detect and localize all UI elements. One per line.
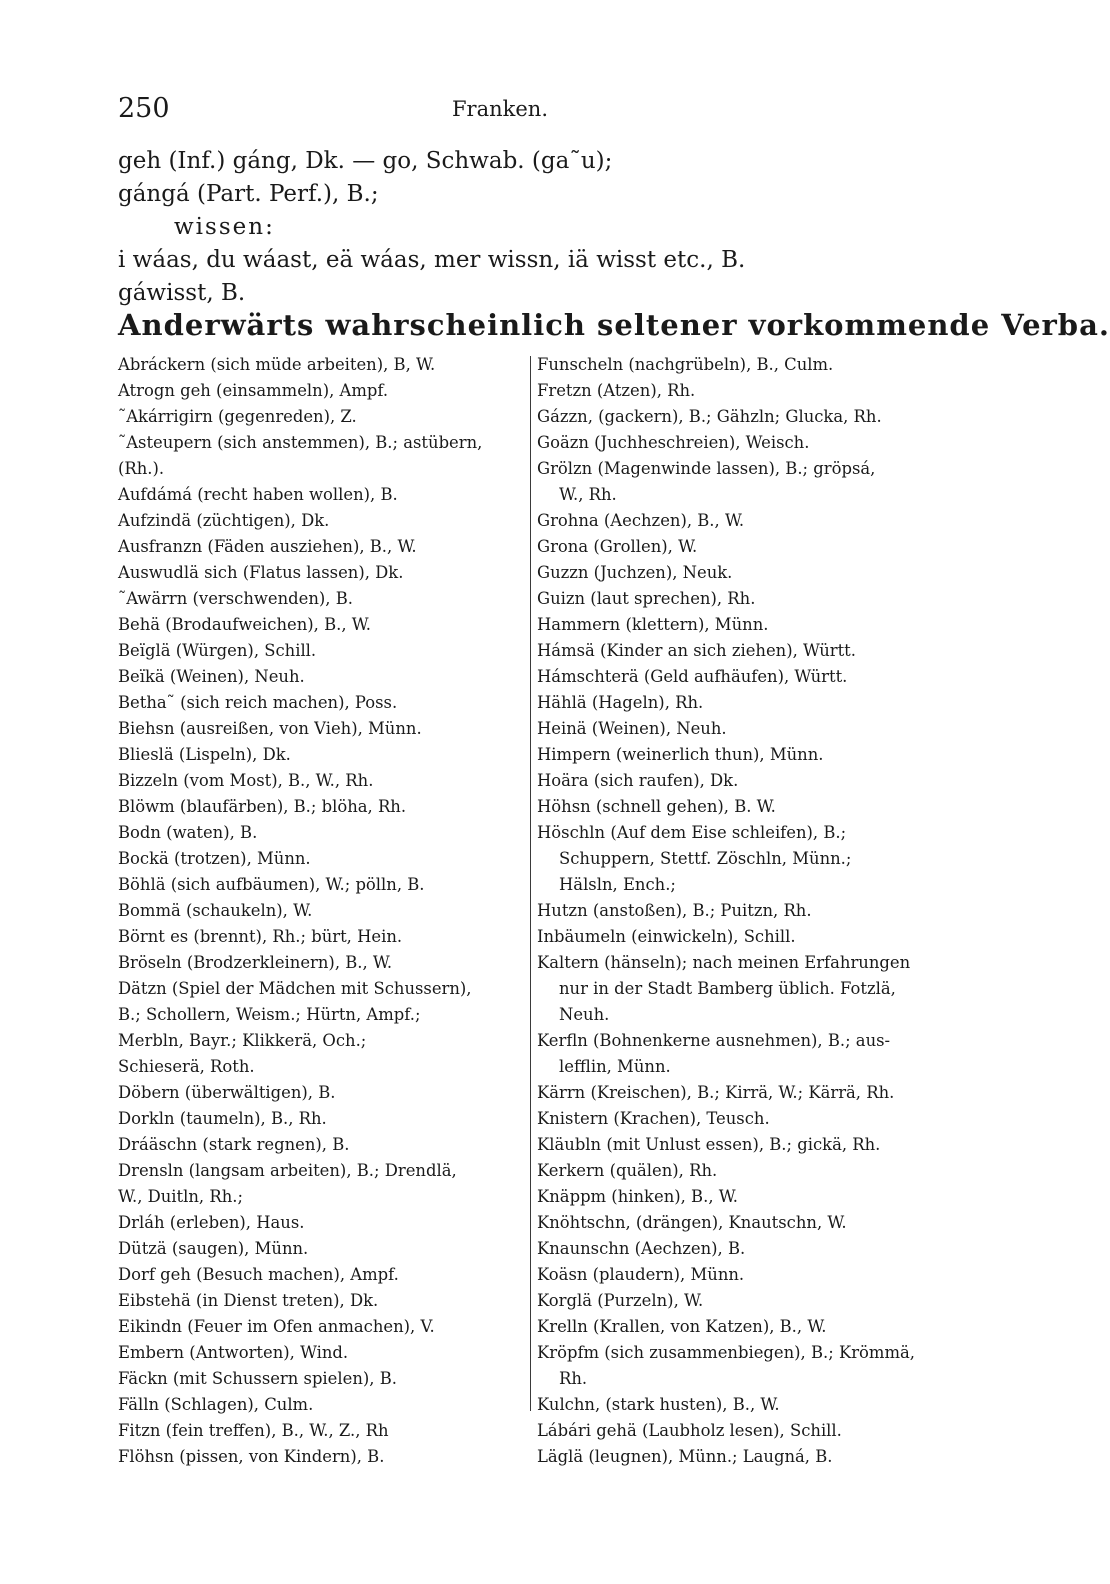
dictionary-entry: Bockä (trotzen), Münn. [118, 849, 311, 868]
dictionary-entry: Guizn (laut sprechen), Rh. [537, 589, 756, 608]
dictionary-entry: Dätzn (Spiel der Mädchen mit Schussern), [118, 979, 472, 998]
dictionary-entry: Biehsn (ausreißen, von Vieh), Münn. [118, 719, 422, 738]
dictionary-entry: Blieslä (Lispeln), Dk. [118, 745, 291, 764]
dictionary-entry: Hutzn (anstoßen), B.; Puitzn, Rh. [537, 901, 812, 920]
left-column [96, 352, 528, 1470]
dictionary-entry: Neuh. [559, 1005, 610, 1024]
dictionary-entry: Knistern (Krachen), Teusch. [537, 1109, 770, 1128]
dictionary-entry: Bröseln (Brodzerkleinern), B., W. [118, 953, 393, 972]
dictionary-entry: ˜Asteupern (sich anstemmen), B.; astübern, [118, 433, 483, 452]
dictionary-entry: Hámschterä (Geld aufhäufen), Württ. [537, 667, 848, 686]
dictionary-entry: Döbern (überwältigen), B. [118, 1083, 336, 1102]
dictionary-entry: Atrogn geh (einsammeln), Ampf. [118, 381, 389, 400]
dictionary-entry: Beïkä (Weinen), Neuh. [118, 667, 305, 686]
dictionary-entry: Blöwm (blaufärben), B.; blöha, Rh. [118, 797, 407, 816]
page-header [118, 93, 882, 133]
dictionary-entry: Läglä (leugnen), Münn.; Laugná, B. [537, 1447, 833, 1466]
dictionary-entry: Gázzn, (gackern), B.; Gähzln; Glucka, Rh. [537, 407, 882, 426]
dictionary-entry: Fälln (Schlagen), Culm. [118, 1395, 314, 1414]
intro-line: i wáas, du wáast, eä wáas, mer wissn, iä wisst etc., B. [118, 247, 746, 273]
dictionary-entry: Dorkln (taumeln), B., Rh. [118, 1109, 327, 1128]
dictionary-entry: Embern (Antworten), Wind. [118, 1343, 349, 1362]
dictionary-entry: Eibstehä (in Dienst treten), Dk. [118, 1291, 379, 1310]
dictionary-entry: Inbäumeln (einwickeln), Schill. [537, 927, 796, 946]
dictionary-entry: Hámsä (Kinder an sich ziehen), Württ. [537, 641, 856, 660]
dictionary-entry: Grölzn (Magenwinde lassen), B.; gröpsá, [537, 459, 876, 478]
dictionary-entry: Kaltern (hänseln); nach meinen Erfahrungen [537, 953, 911, 972]
dictionary-entry: Kerfln (Bohnenkerne ausnehmen), B.; aus- [537, 1031, 891, 1050]
dictionary-entry: Dorf geh (Besuch machen), Ampf. [118, 1265, 399, 1284]
dictionary-entry: Eikindn (Feuer im Ofen anmachen), V. [118, 1317, 435, 1336]
dictionary-entry: Fretzn (Atzen), Rh. [537, 381, 696, 400]
dictionary-entry: B.; Schollern, Weism.; Hürtn, Ampf.; [118, 1005, 421, 1024]
dictionary-entry: Beïglä (Würgen), Schill. [118, 641, 317, 660]
dictionary-entry: Bizzeln (vom Most), B., W., Rh. [118, 771, 374, 790]
column-divider [530, 356, 531, 1411]
dictionary-entry: Drensln (langsam arbeiten), B.; Drendlä, [118, 1161, 457, 1180]
dictionary-entry: Höhsn (schnell gehen), B. W. [537, 797, 776, 816]
dictionary-entry: Betha˜ (sich reich machen), Poss. [118, 693, 398, 712]
dictionary-entry: ˜Awärrn (verschwenden), B. [118, 589, 353, 608]
dictionary-entry: Knöhtschn, (drängen), Knautschn, W. [537, 1213, 847, 1232]
dictionary-entry: Heinä (Weinen), Neuh. [537, 719, 727, 738]
dictionary-entry: nur in der Stadt Bamberg üblich. Fotzlä, [559, 979, 896, 998]
dictionary-entry: Dráäschn (stark regnen), B. [118, 1135, 350, 1154]
dictionary-entry: Aufdámá (recht haben wollen), B. [118, 485, 398, 504]
dictionary-entry: W., Duitln, Rh.; [118, 1187, 243, 1206]
dictionary-entry: Funscheln (nachgrübeln), B., Culm. [537, 355, 834, 374]
dictionary-entry: Behä (Brodaufweichen), B., W. [118, 615, 371, 634]
dictionary-entry: Bommä (schaukeln), W. [118, 901, 313, 920]
dictionary-entry: Bodn (waten), B. [118, 823, 258, 842]
running-head: Franken. [451, 97, 548, 121]
dictionary-entry: Hoära (sich raufen), Dk. [537, 771, 739, 790]
dictionary-entry: Schuppern, Stettf. Zöschln, Münn.; [559, 849, 852, 868]
dictionary-entry: Börnt es (brennt), Rh.; bürt, Hein. [118, 927, 403, 946]
dictionary-entry: W., Rh. [559, 485, 617, 504]
right-column [537, 352, 947, 1470]
dictionary-entry: Böhlä (sich aufbäumen), W.; pölln, B. [118, 875, 425, 894]
dictionary-entry: Flöhsn (pissen, von Kindern), B. [118, 1447, 385, 1466]
dictionary-entry: Korglä (Purzeln), W. [537, 1291, 704, 1310]
dictionary-entry: Aufzindä (züchtigen), Dk. [118, 511, 330, 530]
dictionary-entry: Goäzn (Juchheschreien), Weisch. [537, 433, 810, 452]
dictionary-entry: Höschln (Auf dem Eise schleifen), B.; [537, 823, 847, 842]
dictionary-entry: Kulchn, (stark husten), B., W. [537, 1395, 780, 1414]
dictionary-entry: ˜Akárrigirn (gegenreden), Z. [118, 407, 357, 426]
dictionary-entry: Hälsln, Ench.; [559, 875, 676, 894]
dictionary-entry: Auswudlä sich (Flatus lassen), Dk. [118, 563, 404, 582]
dictionary-entry: Knaunschn (Aechzen), B. [537, 1239, 746, 1258]
dictionary-entry: Merbln, Bayr.; Klikkerä, Och.; [118, 1031, 367, 1050]
intro-line: wissen: [174, 214, 275, 240]
dictionary-entry: Guzzn (Juchzen), Neuk. [537, 563, 733, 582]
intro-line: gángá (Part. Perf.), B.; [118, 181, 379, 207]
dictionary-entry: Schieserä, Roth. [118, 1057, 255, 1076]
dictionary-entry: Koäsn (plaudern), Münn. [537, 1265, 745, 1284]
dictionary-entry: Kläubln (mit Unlust essen), B.; gickä, Rh. [537, 1135, 881, 1154]
dictionary-entry: Knäppm (hinken), B., W. [537, 1187, 738, 1206]
dictionary-entry: Fitzn (fein treffen), B., W., Z., Rh [118, 1421, 389, 1440]
dictionary-entry: Rh. [559, 1369, 588, 1388]
dictionary-entry: Hammern (klettern), Münn. [537, 615, 769, 634]
section-heading: Anderwärts wahrscheinlich seltener vorkommende Verba. [118, 308, 1110, 342]
dictionary-entry: Kröpfm (sich zusammenbiegen), B.; Krömmä, [537, 1343, 915, 1362]
dictionary-entry: Dützä (saugen), Münn. [118, 1239, 309, 1258]
dictionary-entry: Kärrn (Kreischen), B.; Kirrä, W.; Kärrä, Rh. [537, 1083, 895, 1102]
dictionary-entry: Hählä (Hageln), Rh. [537, 693, 704, 712]
dictionary-entry: Ausfranzn (Fäden ausziehen), B., W. [118, 537, 417, 556]
intro-block [118, 145, 938, 310]
intro-line: gáwisst, B. [118, 280, 246, 306]
dictionary-entry: Drláh (erleben), Haus. [118, 1213, 305, 1232]
dictionary-entry: Lábári gehä (Laubholz lesen), Schill. [537, 1421, 842, 1440]
dictionary-entry: Krelln (Krallen, von Katzen), B., W. [537, 1317, 827, 1336]
dictionary-entry: (Rh.). [118, 459, 165, 478]
dictionary-entry: Grohna (Aechzen), B., W. [537, 511, 745, 530]
dictionary-entry: Abráckern (sich müde arbeiten), B, W. [118, 355, 436, 374]
dictionary-entry: Kerkern (quälen), Rh. [537, 1161, 718, 1180]
intro-line: geh (Inf.) gáng, Dk. — go, Schwab. (ga˜u); [118, 148, 613, 174]
dictionary-entry: Himpern (weinerlich thun), Münn. [537, 745, 824, 764]
dictionary-entry: Fäckn (mit Schussern spielen), B. [118, 1369, 397, 1388]
page-number: 250 [118, 93, 170, 124]
dictionary-entry: Grona (Grollen), W. [537, 537, 698, 556]
dictionary-entry: lefflin, Münn. [559, 1057, 671, 1076]
